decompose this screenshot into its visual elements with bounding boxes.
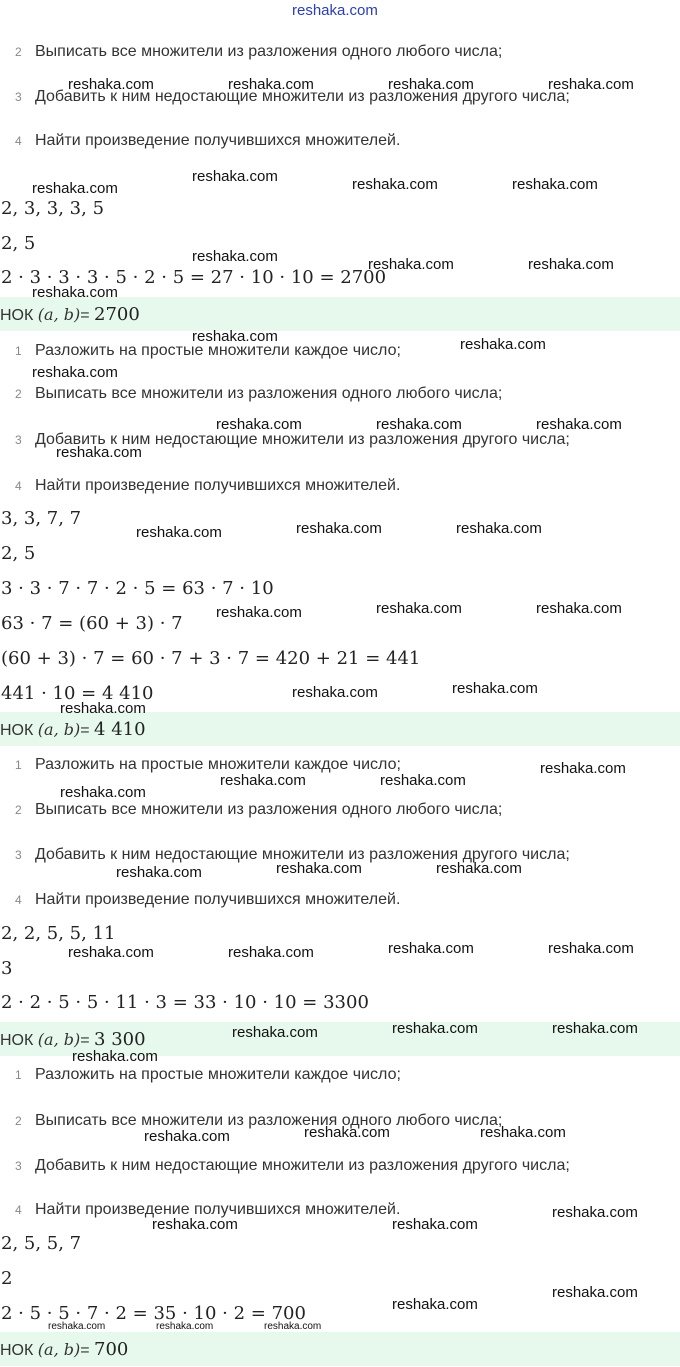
- watermark: reshaka.com: [116, 864, 202, 881]
- watermark: reshaka.com: [376, 600, 462, 617]
- result-args: (a, b): [37, 1340, 81, 1359]
- math-line: 3, 3, 7, 7: [1, 508, 82, 529]
- watermark: reshaka.com: [220, 772, 306, 789]
- result-label: НОК: [0, 722, 34, 739]
- watermark: reshaka.com: [68, 76, 154, 93]
- step-text: Добавить к ним недостающие множители из разложения другого числа;: [35, 88, 570, 105]
- watermark: reshaka.com: [480, 1124, 566, 1141]
- result-equals: =: [80, 1032, 90, 1049]
- step-number: 4: [15, 479, 22, 493]
- watermark: reshaka.com: [192, 328, 278, 345]
- result-equals: =: [80, 307, 90, 324]
- math-line: (60 + 3) · 7 = 60 · 7 + 3 · 7 = 420 + 21 = 441: [1, 648, 421, 669]
- watermark: reshaka.com: [72, 1048, 158, 1065]
- watermark: reshaka.com: [436, 860, 522, 877]
- step-text: Выписать все множители из разложения одного любого числа;: [35, 43, 503, 60]
- step-number: 2: [15, 803, 22, 817]
- step-number: 3: [15, 90, 22, 104]
- watermark: reshaka.com: [392, 1020, 478, 1037]
- watermark: reshaka.com: [388, 940, 474, 957]
- math-line: 2, 2, 5, 5, 11: [1, 923, 116, 944]
- math-line: 2 · 3 · 3 · 3 · 5 · 2 · 5 = 27 · 10 · 10 = 2700: [1, 267, 387, 288]
- watermark: reshaka.com: [136, 524, 222, 541]
- watermark: reshaka.com: [192, 248, 278, 265]
- watermark: reshaka.com: [264, 1321, 322, 1332]
- step-number: 2: [15, 45, 22, 59]
- watermark: reshaka.com: [292, 684, 378, 701]
- watermark: reshaka.com: [536, 416, 622, 433]
- result-equals: =: [80, 1342, 90, 1359]
- watermark: reshaka.com: [276, 860, 362, 877]
- math-line: 2, 3, 3, 3, 5: [1, 198, 105, 219]
- result-value: 2700: [94, 304, 140, 325]
- watermark: reshaka.com: [352, 176, 438, 193]
- watermark: reshaka.com: [388, 76, 474, 93]
- step-text: Выписать все множители из разложения одного любого числа;: [35, 385, 503, 402]
- watermark: reshaka.com: [296, 520, 382, 537]
- result-args: (a, b): [37, 305, 81, 324]
- watermark: reshaka.com: [232, 1024, 318, 1041]
- watermark: reshaka.com: [56, 444, 142, 461]
- watermark: reshaka.com: [536, 600, 622, 617]
- step-text: Разложить на простые множители каждое число;: [35, 756, 401, 773]
- math-line: 3: [1, 958, 13, 979]
- watermark: reshaka.com: [228, 76, 314, 93]
- watermark: reshaka.com: [552, 1020, 638, 1037]
- math-line: 2: [1, 1268, 13, 1289]
- watermark: reshaka.com: [216, 416, 302, 433]
- math-line: 441 · 10 = 4 410: [1, 683, 154, 704]
- math-line: 2 · 5 · 5 · 7 · 2 = 35 · 10 · 2 = 700: [1, 1303, 306, 1324]
- result-label: НОК: [0, 307, 34, 324]
- watermark: reshaka.com: [144, 1128, 230, 1145]
- step-number: 1: [15, 344, 22, 358]
- watermark: reshaka.com: [460, 336, 546, 353]
- step-text: Найти произведение получившихся множителей.: [35, 132, 401, 149]
- step-number: 3: [15, 848, 22, 862]
- step-number: 4: [15, 1203, 22, 1217]
- result-label: НОК: [0, 1342, 34, 1359]
- math-line: 2, 5, 5, 7: [1, 1233, 82, 1254]
- result-label: НОК: [0, 1032, 34, 1049]
- math-line: 2 · 2 · 5 · 5 · 11 · 3 = 33 · 10 · 10 = 3300: [1, 992, 369, 1013]
- step-number: 1: [15, 758, 22, 772]
- step-text: Найти произведение получившихся множителей.: [35, 1201, 401, 1218]
- result-args: (a, b): [37, 1030, 81, 1049]
- math-line: 2, 5: [1, 543, 36, 564]
- watermark: reshaka.com: [392, 1296, 478, 1313]
- watermark: reshaka.com: [548, 76, 634, 93]
- result-value: 4 410: [94, 719, 146, 740]
- step-text: Разложить на простые множители каждое число;: [35, 342, 401, 359]
- watermark: reshaka.com: [304, 1124, 390, 1141]
- result-equals: =: [80, 722, 90, 739]
- math-line: 2, 5: [1, 233, 36, 254]
- step-text: Добавить к ним недостающие множители из разложения другого числа;: [35, 431, 570, 448]
- watermark: reshaka.com: [548, 940, 634, 957]
- step-text: Найти произведение получившихся множителей.: [35, 891, 401, 908]
- watermark: reshaka.com: [32, 284, 118, 301]
- result-banner: [0, 297, 680, 331]
- result-value: 3 300: [94, 1029, 146, 1050]
- result-args: (a, b): [37, 720, 81, 739]
- watermark: reshaka.com: [456, 520, 542, 537]
- result-banner: [0, 1332, 680, 1366]
- watermark: reshaka.com: [48, 1321, 106, 1332]
- watermark: reshaka.com: [68, 944, 154, 961]
- step-text: Выписать все множители из разложения одного любого числа;: [35, 1112, 503, 1129]
- watermark: reshaka.com: [452, 680, 538, 697]
- watermark: reshaka.com: [380, 772, 466, 789]
- step-text: Добавить к ним недостающие множители из разложения другого числа;: [35, 1157, 570, 1174]
- result-value: 700: [94, 1339, 129, 1360]
- step-text: Выписать все множители из разложения одного любого числа;: [35, 801, 503, 818]
- step-number: 3: [15, 1159, 22, 1173]
- watermark: reshaka.com: [32, 364, 118, 381]
- math-line: 63 · 7 = (60 + 3) · 7: [1, 613, 183, 634]
- watermark: reshaka.com: [540, 760, 626, 777]
- site-watermark-link[interactable]: reshaka.com: [292, 2, 378, 19]
- step-number: 4: [15, 134, 22, 148]
- step-text: Добавить к ним недостающие множители из разложения другого числа;: [35, 846, 570, 863]
- watermark: reshaka.com: [512, 176, 598, 193]
- step-number: 2: [15, 387, 22, 401]
- result-banner: [0, 712, 680, 746]
- watermark: reshaka.com: [60, 784, 146, 801]
- watermark: reshaka.com: [32, 180, 118, 197]
- step-number: 1: [15, 1068, 22, 1082]
- watermark: reshaka.com: [552, 1284, 638, 1301]
- step-text: Разложить на простые множители каждое число;: [35, 1066, 401, 1083]
- watermark: reshaka.com: [152, 1216, 238, 1233]
- step-text: Найти произведение получившихся множителей.: [35, 477, 401, 494]
- watermark: reshaka.com: [156, 1321, 214, 1332]
- watermark: reshaka.com: [368, 256, 454, 273]
- step-number: 4: [15, 893, 22, 907]
- step-number: 3: [15, 433, 22, 447]
- step-number: 2: [15, 1114, 22, 1128]
- watermark: reshaka.com: [392, 1216, 478, 1233]
- watermark: reshaka.com: [376, 416, 462, 433]
- math-line: 3 · 3 · 7 · 7 · 2 · 5 = 63 · 7 · 10: [1, 578, 274, 599]
- watermark: reshaka.com: [192, 168, 278, 185]
- watermark: reshaka.com: [552, 1204, 638, 1221]
- watermark: reshaka.com: [228, 944, 314, 961]
- watermark: reshaka.com: [60, 700, 146, 717]
- watermark: reshaka.com: [528, 256, 614, 273]
- watermark: reshaka.com: [216, 604, 302, 621]
